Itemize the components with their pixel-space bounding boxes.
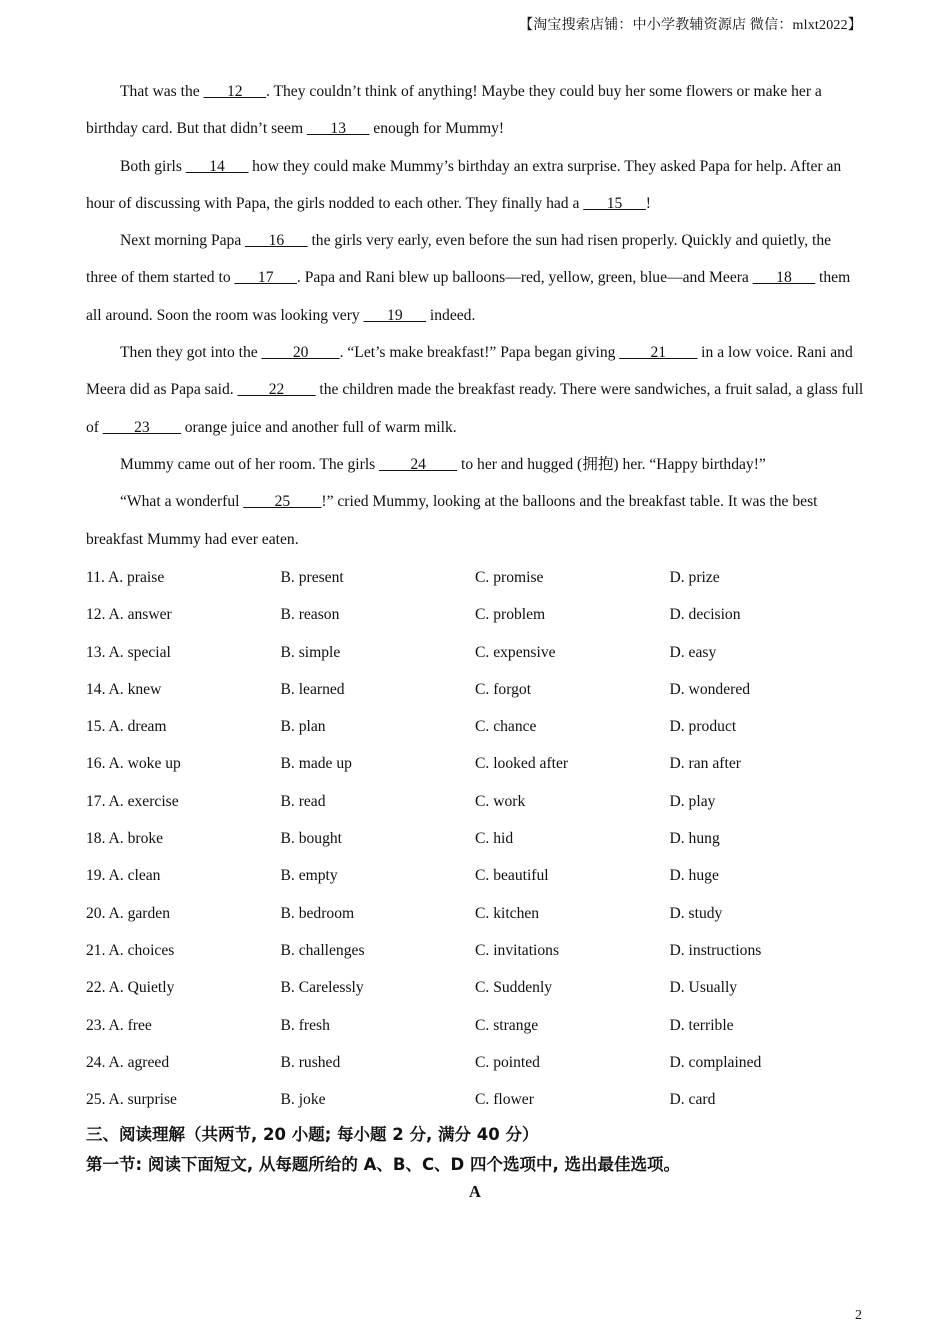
answer-blank: ___13___ xyxy=(307,120,370,138)
option-cell: B. fresh xyxy=(280,1016,330,1034)
option-row xyxy=(86,1007,866,1044)
passage-text: enough for Mummy! xyxy=(369,120,505,138)
passage-text: Next morning Papa xyxy=(120,232,246,250)
answer-blank: ___17___ xyxy=(234,269,297,287)
option-cell: C. Suddenly xyxy=(475,979,553,997)
passage-text: “What a wonderful xyxy=(120,493,244,511)
passage-text: . They couldn’t think of anything! Maybe they could buy her some flowers or make her a birthday card. But that didn’t seem xyxy=(86,83,822,138)
option-cell: C. looked after xyxy=(475,755,569,773)
passage-paragraph xyxy=(86,222,866,334)
answer-blank: ___16___ xyxy=(245,232,308,250)
option-cell: D. wondered xyxy=(669,680,751,698)
option-cell: D. instructions xyxy=(669,941,762,959)
option-cell: D. study xyxy=(669,904,723,922)
option-cell: 18. A. broke xyxy=(86,830,164,848)
option-cell: C. flower xyxy=(475,1091,534,1109)
option-cell: 11. A. praise xyxy=(86,569,165,586)
section-title: 三、阅读理解（共两节, 20 小题; 每小题 2 分, 满分 40 分） xyxy=(86,1125,539,1144)
option-cell: B. empty xyxy=(280,867,338,885)
option-cell: C. forgot xyxy=(475,680,532,698)
option-row xyxy=(86,895,866,932)
option-row xyxy=(86,1081,866,1118)
option-cell: D. prize xyxy=(669,569,720,586)
option-row xyxy=(86,857,866,894)
options-table xyxy=(86,559,866,1118)
option-cell: C. beautiful xyxy=(475,867,549,885)
option-cell: D. Usually xyxy=(669,979,738,997)
passage-paragraph xyxy=(86,334,866,446)
option-cell: B. reason xyxy=(280,606,340,624)
option-cell: C. chance xyxy=(475,718,537,736)
option-cell: C. kitchen xyxy=(475,904,540,922)
passage-text: . “Let’s make breakfast!” Papa began giving xyxy=(339,344,620,362)
option-cell: C. strange xyxy=(475,1016,539,1034)
section-instruction: 第一节: 阅读下面短文, 从每题所给的 A、B、C、D 四个选项中, 选出最佳选项。 xyxy=(86,1155,681,1174)
option-cell: 20. A. garden xyxy=(86,904,171,922)
option-cell: D. product xyxy=(669,718,737,736)
option-cell: C. hid xyxy=(475,830,514,848)
option-cell: D. terrible xyxy=(669,1016,734,1034)
option-cell: 15. A. dream xyxy=(86,718,167,736)
passage-text: . Papa and Rani blew up balloons—red, yellow, green, blue—and Meera xyxy=(296,269,753,287)
passage-paragraph xyxy=(86,446,866,483)
option-row xyxy=(86,745,866,782)
passage-text: !” cried Mummy, looking at the balloons and the breakfast table. It was the best breakfast Mummy had ever eaten. xyxy=(86,493,818,548)
option-cell: C. work xyxy=(475,792,526,810)
option-row xyxy=(86,596,866,633)
passage-paragraph xyxy=(86,73,866,148)
passage-text: orange juice and another full of warm milk. xyxy=(180,418,457,436)
passage-text: indeed. xyxy=(426,306,476,324)
passage-text: That was the xyxy=(120,83,204,100)
option-cell: D. ran after xyxy=(669,755,741,773)
passage-text: Then they got into the xyxy=(120,344,262,362)
page-header: 【淘宝搜索店铺：中小学教辅资源店 微信：mlxt2022】 xyxy=(519,18,862,33)
option-cell: B. present xyxy=(280,569,344,586)
option-cell: C. pointed xyxy=(475,1053,540,1071)
passage-text: ! xyxy=(645,194,651,212)
cloze-passage xyxy=(86,73,866,558)
option-cell: D. decision xyxy=(669,606,741,624)
option-cell: 25. A. surprise xyxy=(86,1091,177,1109)
answer-blank: ___12___ xyxy=(203,83,266,100)
answer-blank: ____21____ xyxy=(619,344,698,362)
option-cell: 17. A. exercise xyxy=(86,792,179,810)
passage-paragraph xyxy=(86,148,866,223)
option-cell: D. complained xyxy=(669,1053,762,1071)
option-cell: B. joke xyxy=(280,1091,326,1109)
option-cell: B. Carelessly xyxy=(280,979,364,997)
option-cell: 23. A. free xyxy=(86,1016,152,1034)
option-cell: B. bought xyxy=(280,830,343,848)
option-row xyxy=(86,559,866,596)
option-cell: 24. A. agreed xyxy=(86,1053,170,1071)
option-cell: B. challenges xyxy=(280,941,365,959)
option-cell: 13. A. special xyxy=(86,643,171,661)
answer-blank: ___19___ xyxy=(363,306,426,324)
answer-blank: ___18___ xyxy=(752,269,816,287)
option-cell: B. read xyxy=(280,792,326,810)
part-label: A xyxy=(469,1182,481,1201)
option-cell: 19. A. clean xyxy=(86,867,161,885)
option-cell: C. promise xyxy=(475,569,544,586)
option-cell: 12. A. answer xyxy=(86,606,172,624)
answer-blank: ____20____ xyxy=(261,344,340,362)
passage-paragraph xyxy=(86,483,866,558)
passage-text: in a low voice. Rani and Meera did as Papa said. xyxy=(86,344,853,399)
option-cell: 21. A. choices xyxy=(86,941,175,959)
answer-blank: ____24____ xyxy=(379,455,458,473)
passage-text: Both girls xyxy=(120,157,186,175)
option-cell: B. made up xyxy=(280,755,352,773)
answer-blank: ____25____ xyxy=(243,493,322,511)
option-cell: B. plan xyxy=(280,718,326,736)
answer-blank: ___15___ xyxy=(583,194,646,212)
option-cell: C. problem xyxy=(475,606,546,624)
option-row xyxy=(86,634,866,671)
option-cell: B. bedroom xyxy=(280,904,355,922)
option-cell: B. learned xyxy=(280,680,345,698)
page-number: 2 xyxy=(855,1308,862,1323)
option-row xyxy=(86,783,866,820)
option-row xyxy=(86,708,866,745)
option-cell: 16. A. woke up xyxy=(86,755,181,773)
passage-text: Mummy came out of her room. The girls xyxy=(120,455,380,473)
option-row xyxy=(86,969,866,1006)
option-cell: D. card xyxy=(669,1091,716,1109)
option-cell: D. easy xyxy=(669,643,717,661)
option-cell: 14. A. knew xyxy=(86,680,162,698)
option-row xyxy=(86,932,866,969)
option-row xyxy=(86,671,866,708)
option-cell: B. simple xyxy=(280,643,341,661)
passage-text: them all around. Soon the room was looking very xyxy=(86,269,851,324)
option-cell: C. invitations xyxy=(475,941,560,959)
passage-text: to her and hugged (拥抱) her. “Happy birthday!” xyxy=(457,455,766,473)
option-cell: 22. A. Quietly xyxy=(86,979,175,997)
option-cell: C. expensive xyxy=(475,643,556,661)
answer-blank: ____22____ xyxy=(237,381,316,399)
passage-text: the children made the breakfast ready. There were sandwiches, a fruit salad, a glass full of xyxy=(86,381,864,436)
option-cell: B. rushed xyxy=(280,1053,341,1071)
answer-blank: ____23____ xyxy=(102,418,181,436)
option-row xyxy=(86,820,866,857)
option-cell: D. play xyxy=(669,792,716,810)
answer-blank: ___14___ xyxy=(185,157,249,175)
option-row xyxy=(86,1044,866,1081)
option-cell: D. hung xyxy=(669,830,720,848)
passage-text: the girls very early, even before the sun had risen properly. Quickly and quietly, the three of them started to xyxy=(86,232,832,287)
option-cell: D. huge xyxy=(669,867,719,885)
passage-text: how they could make Mummy’s birthday an extra surprise. They asked Papa for help. After an hour of discussing with Papa, the girls nodded to each other. They finally had a xyxy=(86,157,842,212)
